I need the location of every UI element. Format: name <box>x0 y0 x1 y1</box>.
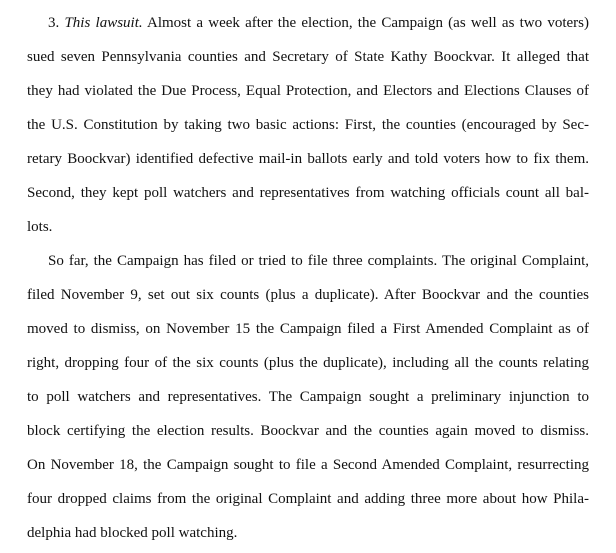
paragraph-line: the U.S. Constitution by taking two basic actions: First, the counties (encouraged by Sec- <box>27 117 589 133</box>
paragraph-line: four dropped claims from the original Complaint and adding three more about how Phila- <box>27 491 589 507</box>
paragraph-line: On November 18, the Campaign sought to file a Second Amended Complaint, resurrecting <box>27 457 589 473</box>
paragraph-complaints <box>27 244 589 550</box>
paragraph-line: they had violated the Due Process, Equal Protection, and Electors and Elections Clauses of <box>27 83 589 99</box>
paragraph-line: sued seven Pennsylvania counties and Secretary of State Kathy Boockvar. It alleged that <box>27 49 589 65</box>
paragraph-line: retary Boockvar) identified defective mail-in ballots early and told voters how to fix them. <box>27 151 589 167</box>
paragraph-line: filed November 9, set out six counts (plus a duplicate). After Boockvar and the counties <box>27 287 589 303</box>
paragraph-line <box>27 6 589 40</box>
paragraph-line: right, dropping four of the six counts (plus the duplicate), including all the counts relating <box>27 355 589 371</box>
paragraph-line: moved to dismiss, on November 15 the Campaign filed a First Amended Complaint as of <box>27 321 589 337</box>
paragraph-number: 3. <box>48 15 60 31</box>
paragraph-line: Second, they kept poll watchers and representatives from watching officials count all bal- <box>27 185 589 201</box>
paragraph-this-lawsuit <box>27 6 589 244</box>
paragraph-line: delphia had blocked poll watching. <box>27 525 238 541</box>
paragraph-line: So far, the Campaign has filed or tried to file three complaints. The original Complaint, <box>48 253 589 269</box>
paragraph-line: lots. <box>27 219 53 235</box>
paragraph-line: to poll watchers and representatives. The Campaign sought a preliminary injunction to <box>27 389 589 405</box>
paragraph-line: block certifying the election results. Boockvar and the counties again moved to dismiss. <box>27 423 589 439</box>
line-text: Almost a week after the election, the Campaign (as well as two voters) <box>147 15 589 31</box>
paragraph-heading: This lawsuit. <box>64 15 143 31</box>
